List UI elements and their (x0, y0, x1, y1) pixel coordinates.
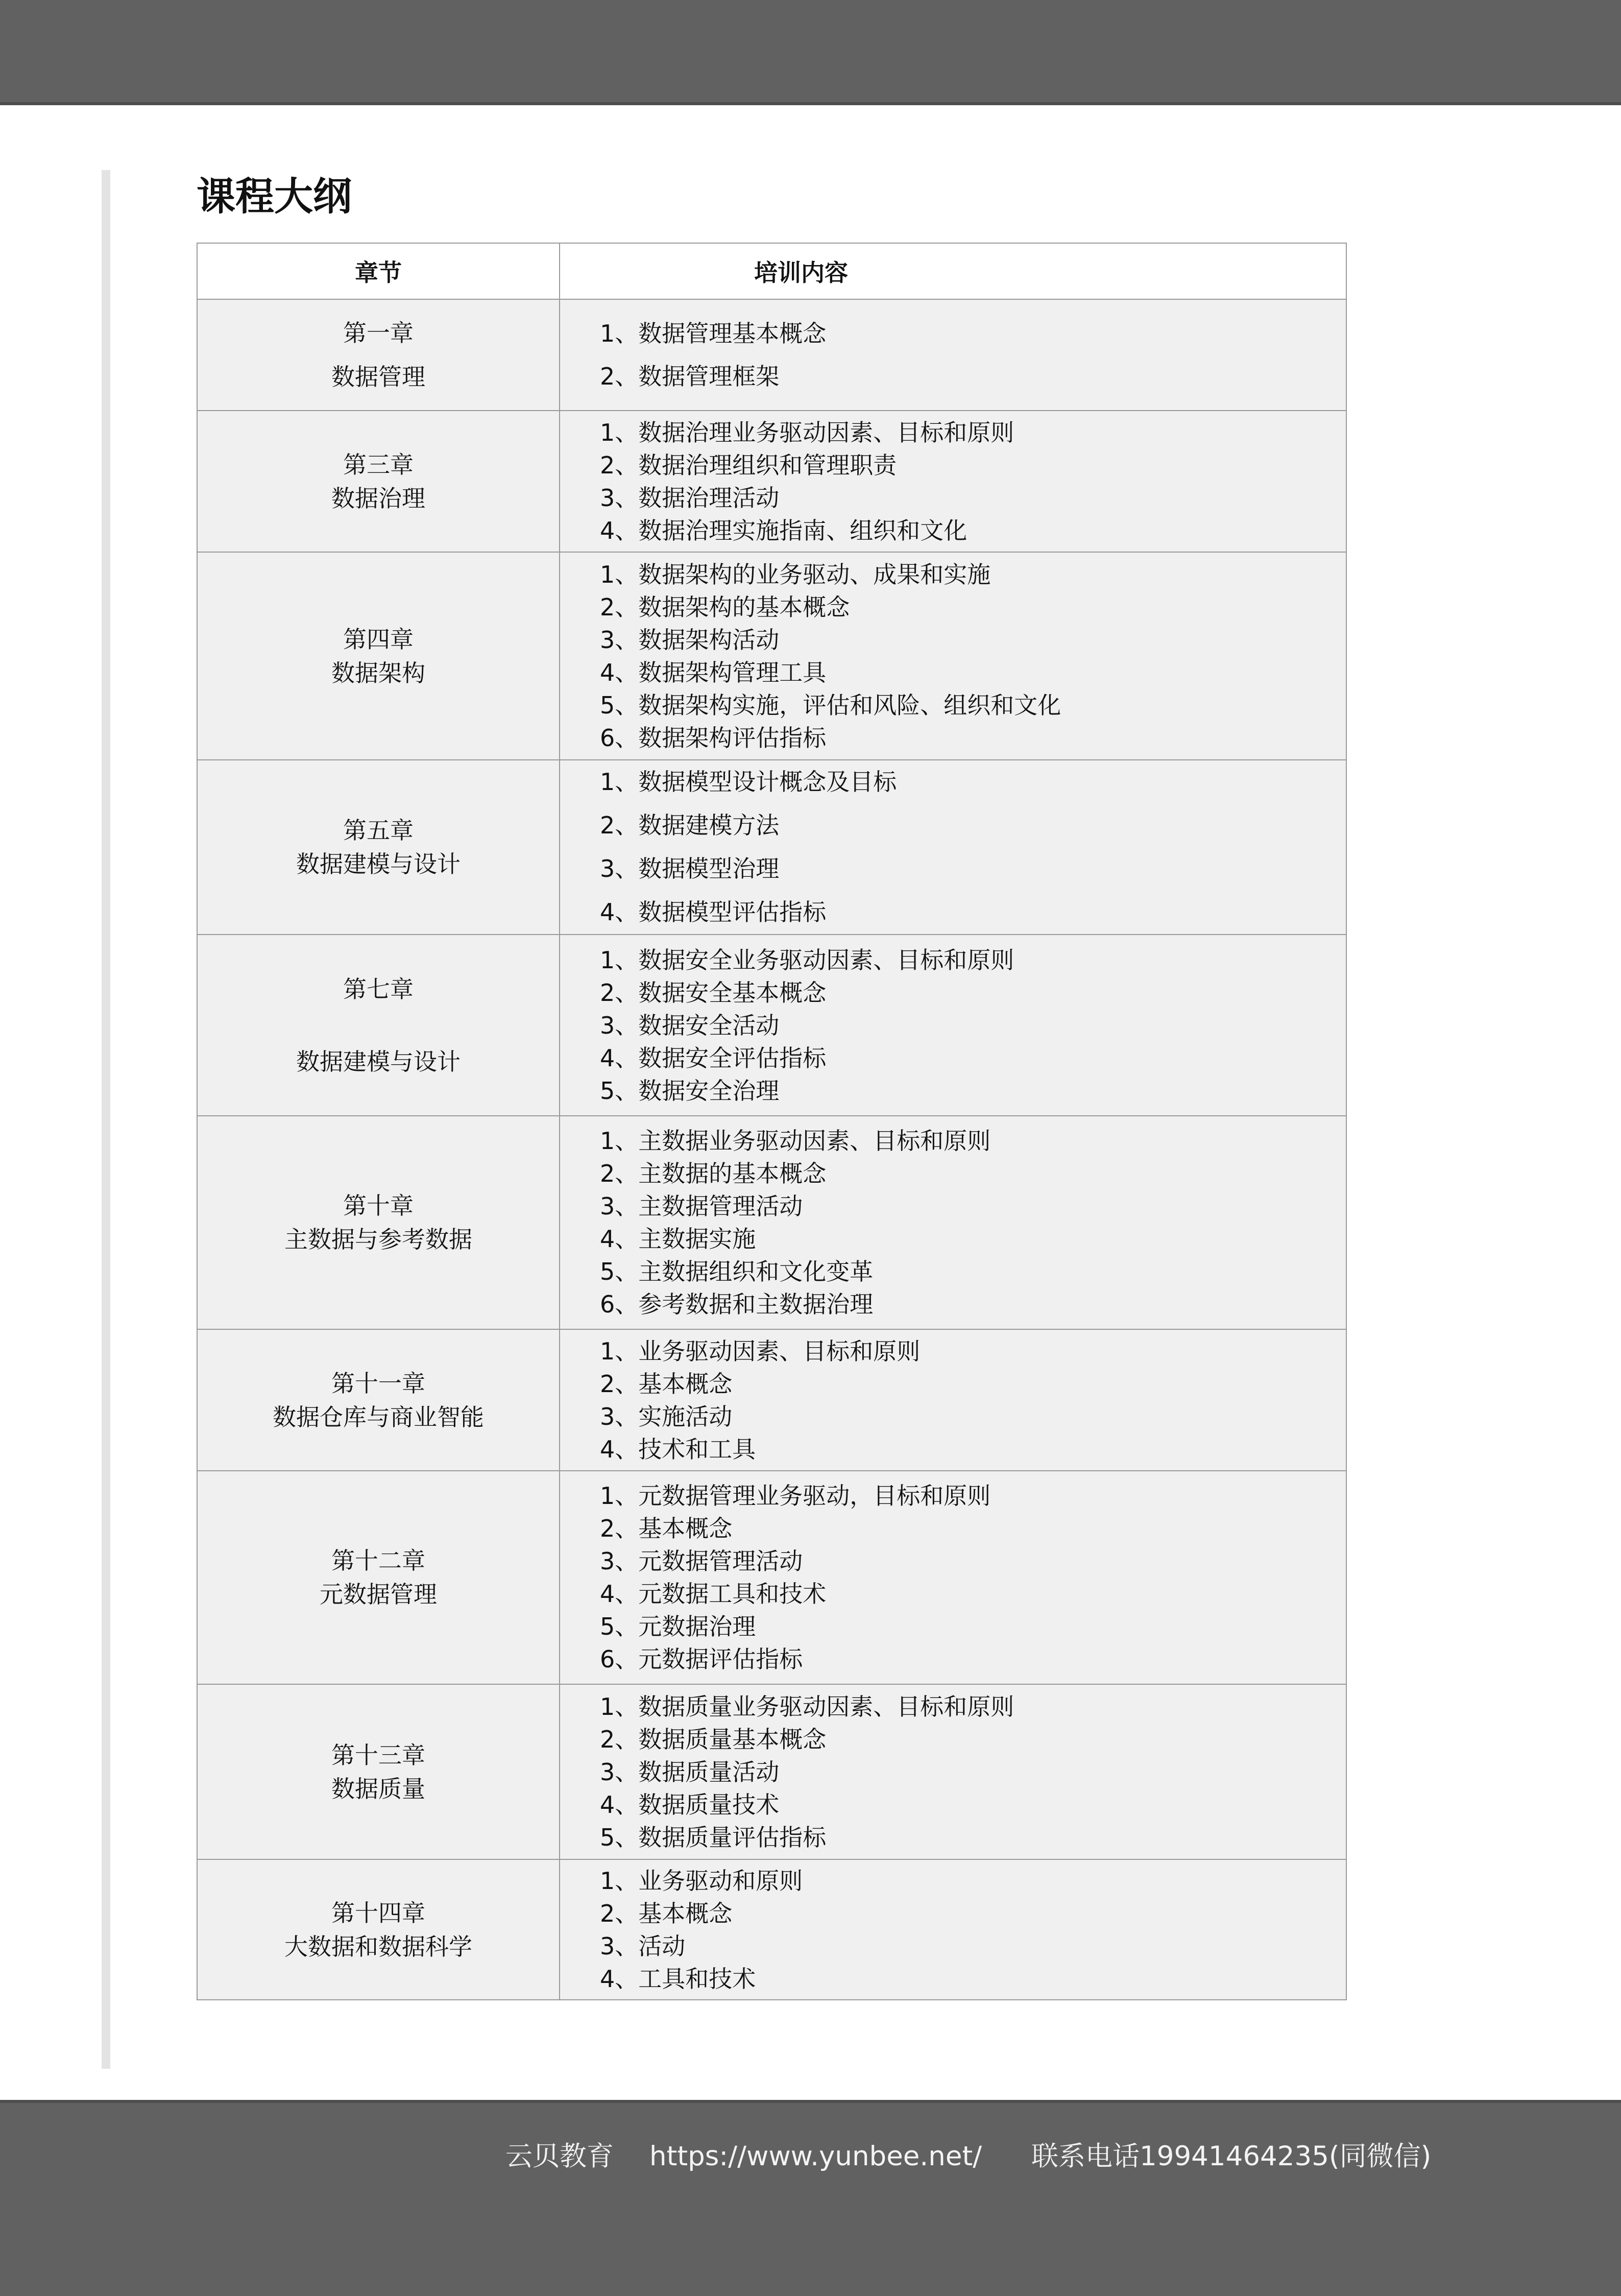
content-cell (560, 411, 1346, 552)
chapter-cell (197, 299, 560, 411)
chapter-number: 第十二章 (331, 1547, 425, 1574)
chapter-number: 第十四章 (331, 1899, 425, 1927)
content-list (600, 1690, 1346, 1854)
header-banner (0, 0, 1621, 105)
content-item: 4、数据模型评估指标 (600, 898, 827, 926)
content-item: 4、数据质量技术 (600, 1790, 780, 1819)
chapter-number: 第十章 (343, 1192, 414, 1219)
content-list (600, 944, 1346, 1107)
content-item: 3、数据治理活动 (600, 484, 780, 512)
table-row (197, 1684, 1346, 1859)
chapter-title: 元数据管理 (320, 1581, 437, 1608)
content-cell (560, 299, 1346, 411)
content-item: 1、业务驱动因素、目标和原则 (600, 1337, 921, 1365)
content-item: 5、数据安全治理 (600, 1077, 780, 1105)
chapter-title: 数据架构 (331, 659, 425, 687)
content-item: 2、数据管理框架 (600, 363, 780, 390)
content-item: 1、数据架构的业务驱动、成果和实施 (600, 560, 991, 588)
left-accent-rule (102, 170, 110, 2069)
chapter-cell (197, 1116, 560, 1329)
content-list (600, 1125, 1346, 1321)
content-item: 2、基本概念 (600, 1899, 733, 1927)
footer-banner (0, 2100, 1621, 2296)
content-item: 4、数据架构管理工具 (600, 658, 827, 686)
content-item: 3、数据安全活动 (600, 1011, 780, 1039)
content-list (600, 760, 1346, 934)
chapter-number: 第五章 (343, 817, 414, 844)
table-row (197, 411, 1346, 552)
content-item: 3、元数据管理活动 (600, 1547, 803, 1575)
chapter-title: 主数据与参考数据 (284, 1226, 472, 1253)
chapter-title: 数据建模与设计 (296, 1047, 461, 1075)
content-cell (560, 935, 1346, 1116)
content-item: 2、数据质量基本概念 (600, 1725, 827, 1753)
content-item: 4、数据安全评估指标 (600, 1044, 827, 1072)
table-row (197, 1859, 1346, 2000)
content-item: 1、数据管理基本概念 (600, 320, 827, 347)
chapter-number: 第十三章 (331, 1741, 425, 1769)
chapter-cell (197, 411, 560, 552)
content-item: 3、数据模型治理 (600, 855, 780, 882)
chapter-cell (197, 1684, 560, 1859)
content-list (600, 416, 1346, 547)
table-row (197, 760, 1346, 935)
content-item: 2、数据架构的基本概念 (600, 593, 850, 621)
chapter-title: 数据质量 (331, 1775, 425, 1803)
content-list (600, 312, 1346, 398)
chapter-number: 第一章 (343, 319, 414, 347)
content-item: 5、主数据组织和文化变革 (600, 1258, 874, 1285)
chapter-number: 第十一章 (331, 1369, 425, 1397)
content-item: 4、技术和工具 (600, 1435, 756, 1463)
content-item: 2、数据安全基本概念 (600, 978, 827, 1007)
table-row (197, 1116, 1346, 1329)
content-item: 1、数据治理业务驱动因素、目标和原则 (600, 418, 1014, 446)
content-item: 3、数据质量活动 (600, 1758, 780, 1786)
chapter-cell (197, 1329, 560, 1471)
content-item: 2、主数据的基本概念 (600, 1160, 827, 1187)
content-item: 1、业务驱动和原则 (600, 1867, 803, 1895)
content-cell (560, 760, 1346, 935)
content-item: 6、元数据评估指标 (600, 1645, 803, 1673)
content-list (600, 1335, 1346, 1466)
table-row (197, 935, 1346, 1116)
content-item: 3、主数据管理活动 (600, 1192, 803, 1220)
content-cell (560, 1329, 1346, 1471)
content-item: 1、元数据管理业务驱动，目标和原则 (600, 1482, 991, 1510)
content-cell (560, 1684, 1346, 1859)
page-title: 课程大纲 (197, 174, 352, 219)
chapter-number: 第七章 (343, 975, 414, 1003)
content-item: 1、数据模型设计概念及目标 (600, 768, 897, 796)
content-cell (560, 1116, 1346, 1329)
content-item: 1、数据安全业务驱动因素、目标和原则 (600, 946, 1014, 974)
course-outline-table (197, 243, 1347, 2000)
content-list (600, 558, 1346, 754)
column-header-content: 培训内容 (560, 243, 1346, 299)
chapter-title: 大数据和数据科学 (284, 1932, 472, 1960)
chapter-cell (197, 1471, 560, 1684)
content-item: 2、数据治理组织和管理职责 (600, 451, 897, 479)
content-item: 4、数据治理实施指南、组织和文化 (600, 516, 967, 544)
content-list (600, 1479, 1346, 1676)
content-item: 4、主数据实施 (600, 1225, 756, 1253)
content-item: 6、参考数据和主数据治理 (600, 1290, 874, 1318)
content-item: 2、数据建模方法 (600, 811, 780, 839)
content-item: 1、主数据业务驱动因素、目标和原则 (600, 1127, 991, 1155)
content-item: 3、实施活动 (600, 1402, 733, 1430)
table-row (197, 299, 1346, 411)
content-item: 3、数据架构活动 (600, 626, 780, 654)
table-header-row (197, 243, 1346, 299)
column-header-chapter: 章节 (197, 243, 560, 299)
content-item: 3、活动 (600, 1932, 686, 1960)
chapter-number: 第三章 (343, 450, 414, 479)
chapter-title: 数据建模与设计 (296, 850, 461, 878)
content-item: 4、工具和技术 (600, 1965, 756, 1993)
table-row (197, 1329, 1346, 1471)
content-item: 2、基本概念 (600, 1515, 733, 1542)
content-item: 5、元数据治理 (600, 1613, 756, 1640)
footer-url: https://www.yunbee.net/ (649, 2141, 982, 2172)
content-cell (560, 1471, 1346, 1684)
chapter-cell (197, 1859, 560, 2000)
content-item: 2、基本概念 (600, 1370, 733, 1398)
chapter-title: 数据治理 (331, 484, 425, 512)
content-item: 1、数据质量业务驱动因素、目标和原则 (600, 1692, 1014, 1720)
content-item: 6、数据架构评估指标 (600, 724, 827, 752)
chapter-cell (197, 935, 560, 1116)
footer-brand: 云贝教育 (505, 2141, 614, 2172)
content-item: 5、数据架构实施，评估和风险、组织和文化 (600, 691, 1061, 719)
table-row (197, 552, 1346, 760)
chapter-title: 数据仓库与商业智能 (273, 1403, 484, 1431)
chapter-cell (197, 760, 560, 935)
chapter-number: 第四章 (343, 625, 414, 653)
content-item: 4、元数据工具和技术 (600, 1580, 827, 1608)
content-cell (560, 552, 1346, 760)
content-cell (560, 1859, 1346, 2000)
content-item: 5、数据质量评估指标 (600, 1823, 827, 1851)
content-list (600, 1864, 1346, 1995)
table-row (197, 1471, 1346, 1684)
chapter-title: 数据管理 (331, 363, 425, 391)
chapter-cell (197, 552, 560, 760)
footer-contact: 联系电话19941464235(同微信) (1031, 2141, 1432, 2172)
